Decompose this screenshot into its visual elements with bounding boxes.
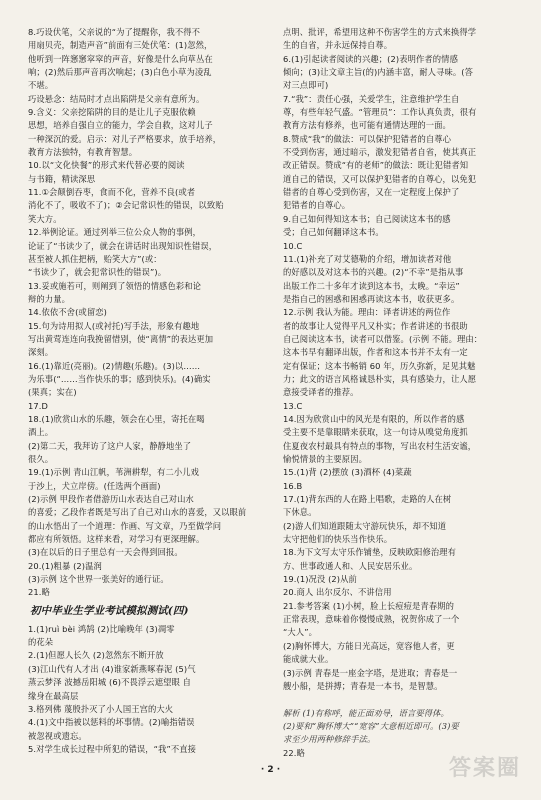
text-line: 19.(1)况没 (2)从前: [283, 574, 357, 585]
text-line: 缘身在最高层: [28, 690, 79, 701]
text-line: 13.妥或施若可，则阐到了领悟的情感色彩和论: [28, 280, 202, 291]
text-line: 17.(1)背东西的人在路上唱歌，走路的人在树: [283, 494, 452, 505]
text-line: 住夏夜农村最具有特点的事物，写出农村生活安谧，: [283, 440, 477, 451]
text-line: 方、世事政通人和、人民安居乐业。: [283, 560, 418, 571]
text-line: (3)江山代有人才出 (4)谁家新燕啄春泥 (5)气: [28, 663, 196, 674]
text-line: 3.格列佛 蔑殷扑灭了小人国王宫的大火: [28, 703, 174, 714]
text-line: 很久。: [28, 454, 54, 464]
text-line: (3)示例 这个世界一张美好的通行证。: [28, 574, 169, 585]
text-line: 正常表现，意味着你慢慢成熟，祝贺你成了一个: [283, 614, 460, 625]
text-line: 消化不了，吸收不了)；②会记常识性的错误，以致贻: [28, 200, 224, 211]
text-line: 受；自己如何翻译这本书。: [283, 227, 384, 238]
text-line: 11.(1)补充了对艾德勒的介绍，增加读者对他: [283, 253, 452, 264]
text-line: 21.略: [28, 587, 50, 598]
text-line: 思想，培养自强自立的能力，学会自救，这对儿子: [28, 120, 213, 131]
text-line: 论证了“书读少了，就会在讲话时出现知识性错误，: [28, 240, 218, 251]
text-line: 2.(1)但愿人长久 (2)忽然东不断开放: [28, 650, 164, 661]
text-line: 15.句为诗用拟人(或衬托)写手法，形象有趣地: [28, 320, 200, 331]
text-line: 响；(2)然后那声音再次响起；(3)白色小草为凌乱: [28, 67, 212, 78]
text-line: 巧设悬念：结局时才点出陷阱是父亲有意所为。: [28, 93, 205, 104]
text-line: 辩的力量。: [28, 293, 70, 304]
text-line: 20.(1)粗暴 (2)温润: [28, 560, 102, 571]
text-line: 于沙上，犬立岸傍。(任选两个画面): [28, 480, 161, 491]
text-line: 定有保证；这本书畅销 60 年，历久弥新，足见其魅: [283, 360, 476, 371]
right-column: [283, 26, 529, 760]
text-line: 能成就大业。: [283, 654, 334, 665]
text-line: 14.因为欣赏山中的风光是有限的，所以作者的感: [283, 413, 465, 424]
text-line: 愉悦情景的主要原因。: [283, 454, 367, 464]
text-line: 18.为下文写太守乐作铺垫，反映欧阳修治理有: [283, 547, 457, 558]
text-line: 教育方法有修养，也可能有通情达理的一面。: [283, 120, 451, 131]
text-line: 犯错者的自尊心。: [283, 200, 351, 211]
text-line: 11.①会颠倒吞枣，食而不化，营养不良(或者: [28, 187, 196, 198]
text-line: 8.巧设伏笔，父亲说的“为了提醒你，我不得不: [28, 27, 201, 37]
text-line: 写出黄莺连连向我挽留惜别，使“离情”的表达更加: [28, 333, 214, 344]
text-line: 尊，有些年轻气盛。“管理员”：工作认真负责，很有: [283, 107, 477, 118]
text-line: “书读少了，就会犯常识性的错误”)。: [28, 267, 167, 278]
text-line: 不堪。: [28, 80, 54, 91]
text-line: 7.“我”：责任心强，关爱学生，注意维护学生自: [283, 93, 460, 104]
text-line: 17.D: [28, 400, 48, 411]
text-line: 他听到一阵窸窸窣窣的声音，好像是什么向草丛在: [28, 53, 213, 64]
text-line: 与书籍，精读深思: [28, 173, 96, 184]
text-line: (果真；实在): [28, 387, 77, 398]
text-line: (3)示例 青春是一座金字塔，是进取；青春是一: [283, 667, 458, 678]
text-line: 教育方法独特，有教育智慧。: [28, 147, 138, 158]
text-line: 这本书早有翻译出版，作者和这本书并不太有一定: [283, 347, 468, 358]
text-line: 一种深沉的爱。启示：对儿子严格要求，放手培养，: [28, 133, 222, 144]
analysis-line: (2)要和“胸怀博大”“宽容”大意相近即可。(3)要: [283, 720, 459, 731]
text-line: 13.C: [283, 400, 303, 411]
text-line: 用扇贝壳，制造声音”前面有三处伏笔：(1)忽然，: [28, 40, 213, 51]
text-line: 改正错误。赞成“有的老师”的做法：既让犯错者知: [283, 160, 469, 171]
watermark-logo: 答案圈: [448, 755, 521, 781]
text-line: 对三点即可): [283, 80, 329, 91]
text-line: 10.以“文化快餐”的形式来代替必要的阅读: [28, 160, 185, 171]
analysis-line: 解析 (1)有称呼，能正面劝导，语言要得体。: [283, 707, 449, 718]
section-title: 初中毕业生学业考试模拟测试(四): [30, 604, 189, 617]
text-line: 受主要不是靠眼睛来获取，这一句诗从嗅觉角度抓: [283, 427, 468, 438]
text-line: 道自己的错误，又可以保护犯错者的自尊心，以免犯: [283, 173, 477, 184]
text-line: 下休息。: [283, 507, 317, 518]
text-line: 意接受译者的推荐。: [283, 387, 359, 398]
text-line: 16.B: [283, 480, 303, 491]
text-line: 18.(1)欣赏山水的乐趣，领会在心里，寄托在喝: [28, 413, 205, 424]
text-line: 9.自己如何得知这本书；自己阅读这本书的感: [283, 213, 451, 224]
text-line: (2)游人们知道跟随太守游玩快乐，却不知道: [283, 520, 447, 531]
text-line: 6.(1)引起读者阅读的兴趣；(2)表明作者的情感: [283, 53, 458, 64]
text-line: 12.示例 我认为能。理由：译者讲述的两位作: [283, 307, 451, 318]
text-line: 5.对学生成长过程中所犯的错误，“我”不直接: [28, 743, 197, 754]
text-line: 笑大方。: [28, 213, 62, 224]
text-line: 的喜爱；乙段作者既是写出了自己对山水的喜爱，又以眼前: [28, 507, 247, 518]
text-line: 9.含义：父亲挖陷阱的目的是让儿子克服依赖: [28, 107, 196, 118]
text-line: 蒸云梦泽 波撼岳阳城 (6)不畏浮云遮望眼 自: [28, 677, 192, 688]
text-line: 都应有所领悟。这样来看，对学习有更深理解。: [28, 534, 205, 545]
text-line: 16.(1)靠近(亮丽)。(2)情趣(乐趣)。(3)以……: [28, 360, 201, 371]
text-line: 酒上。: [28, 427, 54, 438]
text-line: 4.(1)文中指被以惩料的坏事情。(2)喻指错误: [28, 717, 195, 728]
text-line: 21.参考答案 (1)小树，脸上长痘痘是青春期的: [283, 600, 455, 611]
text-line: 甚至被人抓住把柄，贻笑大方”(或：: [28, 253, 162, 264]
text-line: 20.商人 出尔反尔、不讲信用: [283, 587, 392, 598]
text-line: (2)示例 甲段作者借游历山水表达自己对山水: [28, 494, 194, 505]
text-line: 19.(1)示例 青山江帆，苇洲耕犁，有二小儿戏: [28, 467, 200, 478]
text-line: 艘小船，是拼搏；青春是一本书，是智慧。: [283, 680, 443, 691]
text-line: 点明、批评，希望用这种不伤害学生的方式来换得学: [283, 27, 477, 37]
text-line: 8.赞成“我”的做法：可以保护犯错者的自尊心: [283, 133, 452, 144]
text-line: (3)在以后的日子里总有一天会得到回报。: [28, 547, 183, 558]
text-line: (2)胸怀博大，方能日光高远，宽容他人者，更: [283, 640, 455, 651]
text-line: 深刻。: [28, 347, 54, 358]
text-line: 为乐事(“……当作快乐的事；感到快乐)。(4)确实: [28, 373, 211, 384]
analysis-line: 求至少用两种修辞手法。: [283, 734, 376, 745]
text-line: “大人”。: [283, 627, 317, 638]
text-line: 太守把他们的快乐当作快乐。: [283, 534, 393, 545]
text-line: [283, 693, 529, 706]
page-number: · 2 ·: [260, 765, 281, 775]
text-line: 12.举例论证。通过列举三位公众人物的事例，: [28, 227, 202, 238]
text-line: 22.略: [283, 747, 305, 758]
left-column: [28, 26, 274, 756]
text-line: 的好感以及对这本书的兴趣。(2)“不幸”是指从事: [283, 267, 464, 278]
text-line: 出版工作二十多年才读到这本书，太晚。“幸运”: [283, 280, 460, 291]
text-line: 不受到伤害，通过暗示，激发犯错者自省，使其真正: [283, 147, 477, 158]
text-line: 错者的自尊心受到伤害，又在一定程度上保护了: [283, 187, 460, 198]
text-line: 15.(1)背 (2)摆放 (3)酒杯 (4)菜蔬: [283, 467, 412, 478]
text-line: 被忽视或遗忘。: [28, 730, 87, 741]
text-line: 的花朵: [28, 637, 54, 648]
text-line: 者的故事让人觉得平凡又朴实；作者讲述的书很助: [283, 320, 468, 331]
text-line: 力；此文的语言风格诚恳朴实，具有感染力，让人愿: [283, 373, 477, 384]
text-line: 是指自己的困惑和困惑再读这本书，收获更多。: [283, 293, 460, 304]
text-line: 14.依依不舍(或留恋): [28, 307, 107, 318]
text-line: (2)第二天，我拜访了这户人家，静静地坐了: [28, 440, 192, 451]
text-line: 的山水悟出了一个道理：作画、写文章，乃至做学问: [28, 520, 222, 531]
text-line: 自己阅读这本书，读者可以借鉴。(示例 不能。理由：: [283, 333, 483, 344]
text-line: 倾向；(3)让文章主旨(的)内涵丰富，耐人寻味。(答: [283, 67, 474, 78]
text-line: 生的自省，并永远保持自尊。: [283, 40, 393, 51]
text-line: 1.(1)ruì bèi 鸿鹄 (2)比喻晚年 (3)凋零: [28, 623, 175, 634]
text-line: 10.C: [283, 240, 303, 251]
